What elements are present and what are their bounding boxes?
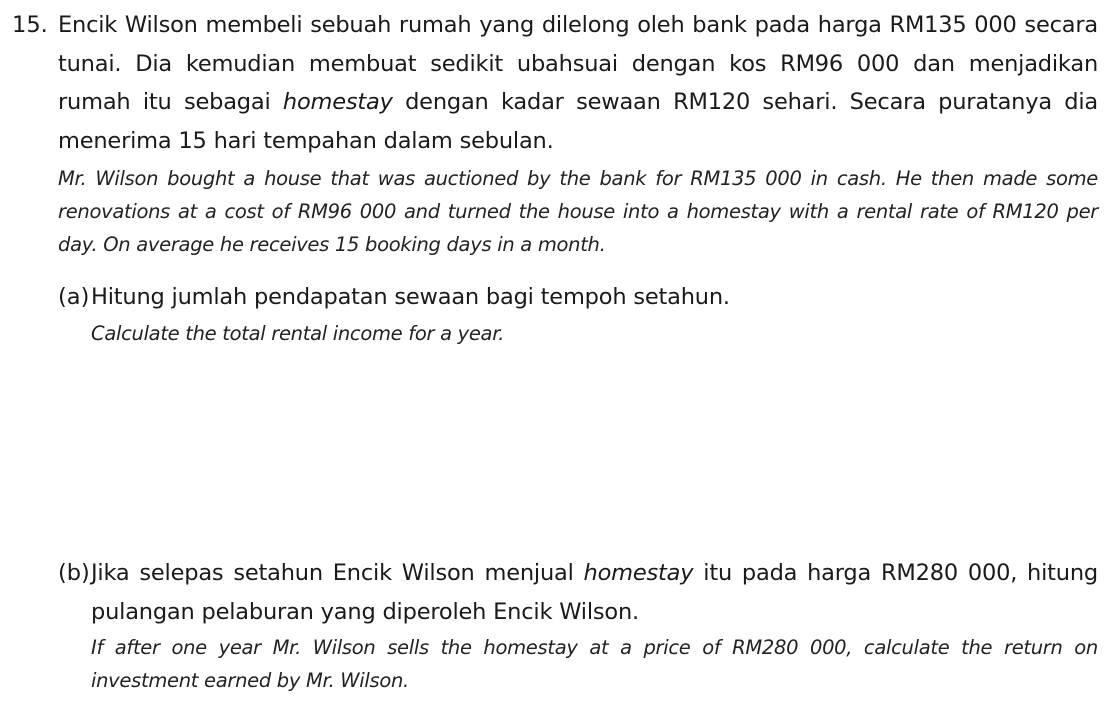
part-b-malay-homestay: homestay xyxy=(583,560,694,586)
stem-malay-text xyxy=(58,6,1098,160)
part-b-label: (b) xyxy=(58,560,90,586)
part-b-malay-part-1: Jika selepas setahun Encik Wilson menjual xyxy=(91,560,584,586)
part-a-english-text: Calculate the total rental income for a year. xyxy=(91,321,505,345)
part-b-english-text: If after one year Mr. Wilson sells the homestay at a price of RM280 000, calculate the return on investment earned by Mr. Wilson. xyxy=(91,636,1098,692)
stem-malay-part-1: Encik Wilson membeli sebuah rumah yang dilelong oleh bank pada harga RM135 000 secara tunai. Dia kemudian membuat sedikit ubahsuai dengan kos RM96 000 dan menjadikan rumah itu sebagai xyxy=(58,12,1098,115)
part-b-malay-part-2: itu pada harga RM280 000, hitung pulangan pelaburan yang diperoleh Encik Wilson. xyxy=(91,560,1098,625)
question-stem xyxy=(58,6,1098,261)
part-b-malay-text xyxy=(91,554,1098,631)
part-b xyxy=(58,554,1098,697)
question-number: 15. xyxy=(12,12,48,38)
stem-malay-part-2: dengan kadar sewaan RM120 sehari. Secara puratanya dia menerima 15 hari tempahan dalam sebulan. xyxy=(58,89,1099,154)
part-a xyxy=(58,278,1098,350)
part-a-malay-text: Hitung jumlah pendapatan sewaan bagi tempoh setahun. xyxy=(91,284,730,310)
stem-english-text: Mr. Wilson bought a house that was auctioned by the bank for RM135 000 in cash. He then made some renovations at a cost of RM96 000 and turned the house into a homestay with a rental rate of RM120 per day. On average he receives 15 booking days in a month. xyxy=(58,167,1098,256)
stem-malay-homestay: homestay xyxy=(282,89,393,115)
part-a-label: (a) xyxy=(58,284,90,310)
